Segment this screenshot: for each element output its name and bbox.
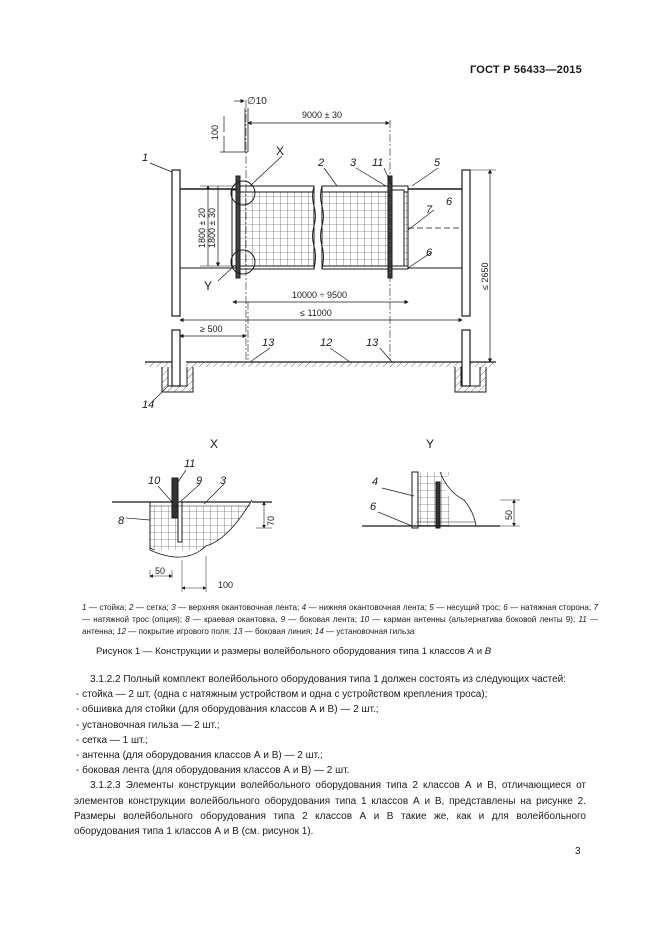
parts-list	[74, 687, 586, 778]
legend-item: 10 — карман антенны (альтернатива боковой ленты 9);	[360, 615, 579, 624]
label-X: X	[276, 144, 285, 158]
legend-item: 7 — натяжной трос (опция);	[82, 603, 598, 624]
figure-caption: Рисунок 1 — Конструкции и размеры волейбольного оборудования типа 1 классов А и В	[96, 646, 492, 657]
legend-item: 1 — стойка;	[82, 603, 129, 612]
detail-x-title: X	[210, 437, 219, 451]
legend-item: 11 — антенна;	[82, 615, 598, 636]
standard-number: ГОСТ Р 56433—2015	[470, 64, 582, 76]
label-3: 3	[350, 157, 357, 169]
legend-item: 8 — краевая окантовка,	[185, 615, 281, 624]
label-6a: 6	[446, 196, 453, 208]
y-label-4: 4	[372, 476, 379, 488]
dim-1800-30: 1800 ± 30	[207, 208, 217, 248]
legend-item: 9 — боковая лента;	[280, 615, 361, 624]
label-Y: Y	[204, 279, 213, 293]
dim-10000: 10000 ÷ 9500	[292, 290, 347, 300]
page-number: 3	[575, 846, 581, 857]
list-item: - антенна (для оборудования классов А и В) — 2 шт.;	[76, 750, 323, 762]
x-label-9: 9	[196, 475, 203, 487]
section-3123-text: 3.1.2.3 Элементы конструкции волейбольного оборудования типа 2 классов А и В, отличающиеся от элементов конструкции волейбольного оборудования типа 1 классов А и В, представлены на рисунке 2. Размеры волейбольного оборудования типа 2 классов А и В такие же, как и для волейбольного оборудования типа 1 классов А и В (см. рисунок 1).	[74, 780, 586, 838]
dim-100-top: 100	[210, 124, 220, 140]
x-dim-100: 100	[218, 580, 234, 590]
legend-item: 4 — нижняя окантовочная лента;	[301, 603, 430, 612]
dim-1800-20: 1800 ± 20	[197, 208, 207, 248]
legend-item: 13 — боковая линия;	[233, 627, 315, 636]
x-label-10: 10	[148, 475, 161, 487]
y-label-6: 6	[370, 501, 377, 513]
list-item: - стойка — 2 шт. (одна с натяжным устройством и одна с устройством крепления троса);	[76, 689, 488, 701]
body-text	[74, 672, 586, 839]
label-13a: 13	[262, 337, 275, 349]
legend-item: 2 — сетка;	[128, 603, 172, 612]
list-item: - обшивка для стойки (для оборудования классов А и В) — 2 шт.;	[76, 704, 379, 716]
legend-item: 14 — установочная гильза	[314, 627, 415, 636]
label-6b: 6	[426, 247, 433, 259]
label-14: 14	[142, 399, 155, 411]
x-label-8: 8	[118, 515, 125, 527]
figure-legend	[82, 602, 598, 638]
label-1: 1	[142, 152, 149, 164]
dim-2650: ≤ 2650	[480, 262, 490, 290]
label-12: 12	[320, 337, 333, 349]
x-label-3: 3	[220, 475, 227, 487]
legend-item: 5 — несущий трос;	[429, 603, 504, 612]
dim-d10: ∅10	[247, 96, 267, 107]
legend-item: 3 — верхняя окантовочная лента;	[171, 603, 302, 612]
label-7: 7	[426, 204, 433, 216]
list-item: - боковая лента (для оборудования классов А и В) — 2 шт.	[76, 765, 350, 777]
legend-item: 6 — натяжная сторона;	[503, 603, 594, 612]
list-item: - установочная гильза — 2 шт.;	[76, 719, 220, 731]
x-dim-50: 50	[155, 566, 166, 576]
legend-item: 12 — покрытие игрового поля;	[117, 627, 234, 636]
label-2: 2	[318, 157, 325, 169]
list-item: - сетка — 1 шт.;	[76, 734, 149, 746]
dim-500: ≥ 500	[200, 324, 223, 334]
dim-9000: 9000 ± 30	[302, 110, 342, 120]
dim-11000: ≤ 11000	[300, 308, 332, 318]
section-3122-intro: 3.1.2.2 Полный комплект волейбольного оборудования типа 1 должен состоять из следующих частей:	[90, 674, 567, 685]
x-label-11: 11	[184, 458, 196, 470]
label-13b: 13	[366, 337, 379, 349]
x-dim-70: 70	[266, 515, 276, 526]
label-5: 5	[434, 157, 441, 169]
y-dim-50: 50	[504, 509, 514, 520]
label-11: 11	[372, 157, 384, 169]
detail-y-title: Y	[426, 437, 435, 451]
